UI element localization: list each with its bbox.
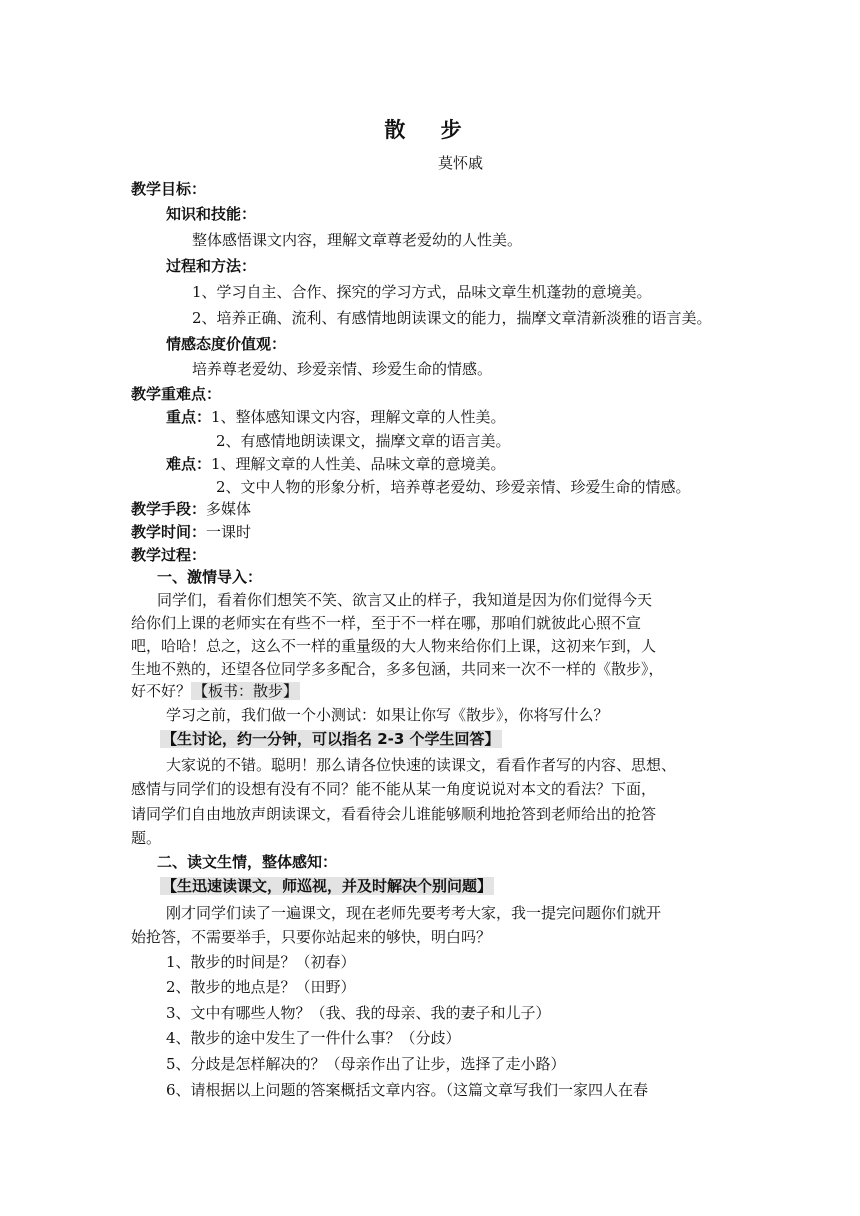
time-label: 教学时间： [131,523,207,541]
paragraph-line [131,680,300,702]
question-item: 4、散步的途中发生了一件什么事？（分歧） [166,1029,461,1047]
page-title: 散 步 [384,118,476,142]
focus-label: 重点： [166,408,212,426]
means-line [131,498,251,520]
paragraph-line: 题。 [131,829,162,847]
focus-item: 2、有感情地朗读课文，揣摩文章的语言美。 [216,432,511,450]
process-method-heading: 过程和方法： [166,257,257,275]
process-method-item: 1、学习自主、合作、探究的学习方式，品味文章生机蓬勃的意境美。 [192,283,652,301]
knowledge-text: 整体感悟课文内容，理解文章尊老爱幼的人性美。 [192,231,523,249]
section2-heading: 二、读文生情，整体感知： [157,853,338,871]
difficulty-line [166,453,506,475]
time-value: 一课时 [206,523,252,541]
paragraph-line: 感情与同学们的设想有没有不同？能不能从某一角度说说对本文的看法？下面， [131,780,657,798]
board-note: 【板书：散步】 [193,682,299,700]
paragraph-line: 请同学们自由地放声朗读课文，看看待会儿谁能够顺利地抢答到老师给出的抢答 [131,805,657,823]
means-value: 多媒体 [206,500,252,518]
discuss-note-text: 【生讨论，约一分钟，可以指名 2-3 个学生回答】 [162,730,500,748]
focus-line [166,406,506,428]
author-name: 莫怀戚 [438,154,484,172]
read-note [160,875,494,897]
focus-item: 1、整体感知课文内容，理解文章的人性美。 [211,408,506,426]
paragraph-line: 大家说的不错。聪明！那么请各位快速的读课文，看看作者写的内容、思想、 [166,756,677,774]
difficulty-item: 1、理解文章的人性美、品味文章的意境美。 [211,455,506,473]
means-label: 教学手段： [131,500,207,518]
difficulty-item: 2、文中人物的形象分析，培养尊老爱幼、珍爱亲情、珍爱生命的情感。 [216,478,691,496]
section1-heading: 一、激情导入： [157,568,263,586]
key-points-heading: 教学重难点： [131,385,222,403]
paragraph-line: 同学们，看着你们想笑不笑、欲言又止的样子，我知道是因为你们觉得今天 [157,591,653,609]
question-item: 6、请根据以上问题的答案概括文章内容。（这篇文章写我们一家四人在春 [166,1081,649,1099]
emotion-text: 培养尊老爱幼、珍爱亲情、珍爱生命的情感。 [192,360,493,378]
paragraph-line: 吧，哈哈！总之，这么不一样的重量级的大人物来给你们上课，这初来乍到，人 [131,637,657,655]
paragraph-line: 刚才同学们读了一遍课文，现在老师先要考考大家，我一提完问题你们就开 [166,904,662,922]
paragraph-line: 给你们上课的老师实在有些不一样，至于不一样在哪，那咱们就彼此心照不宣 [131,614,642,632]
paragraph-end: 好不好？ [131,682,192,700]
objectives-heading: 教学目标： [131,180,207,198]
question-item: 2、散步的地点是？（田野） [166,978,356,996]
difficulty-label: 难点： [166,455,212,473]
paragraph-line: 始抢答，不需要举手，只要你站起来的够快，明白吗？ [131,928,492,946]
question-item: 1、散步的时间是？（初春） [166,953,356,971]
process-heading: 教学过程： [131,546,207,564]
read-note-text: 【生迅速读课文，师巡视，并及时解决个别问题】 [162,877,493,895]
knowledge-heading: 知识和技能： [166,205,257,223]
emotion-heading: 情感态度价值观： [166,335,287,353]
time-line [131,521,251,543]
paragraph-line: 学习之前，我们做一个小测试：如果让你写《散步》，你将写什么？ [166,706,609,724]
question-item: 5、分歧是怎样解决的？（母亲作出了让步，选择了走小路） [166,1055,566,1073]
process-method-item: 2、培养正确、流利、有感情地朗读课文的能力，揣摩文章清新淡雅的语言美。 [192,309,712,327]
discuss-note [160,728,502,750]
paragraph-line: 生地不熟的，还望各位同学多多配合，多多包涵，共同来一次不一样的《散步》， [131,660,664,678]
question-item: 3、文中有哪些人物？（我、我的母亲、我的妻子和儿子） [166,1004,551,1022]
